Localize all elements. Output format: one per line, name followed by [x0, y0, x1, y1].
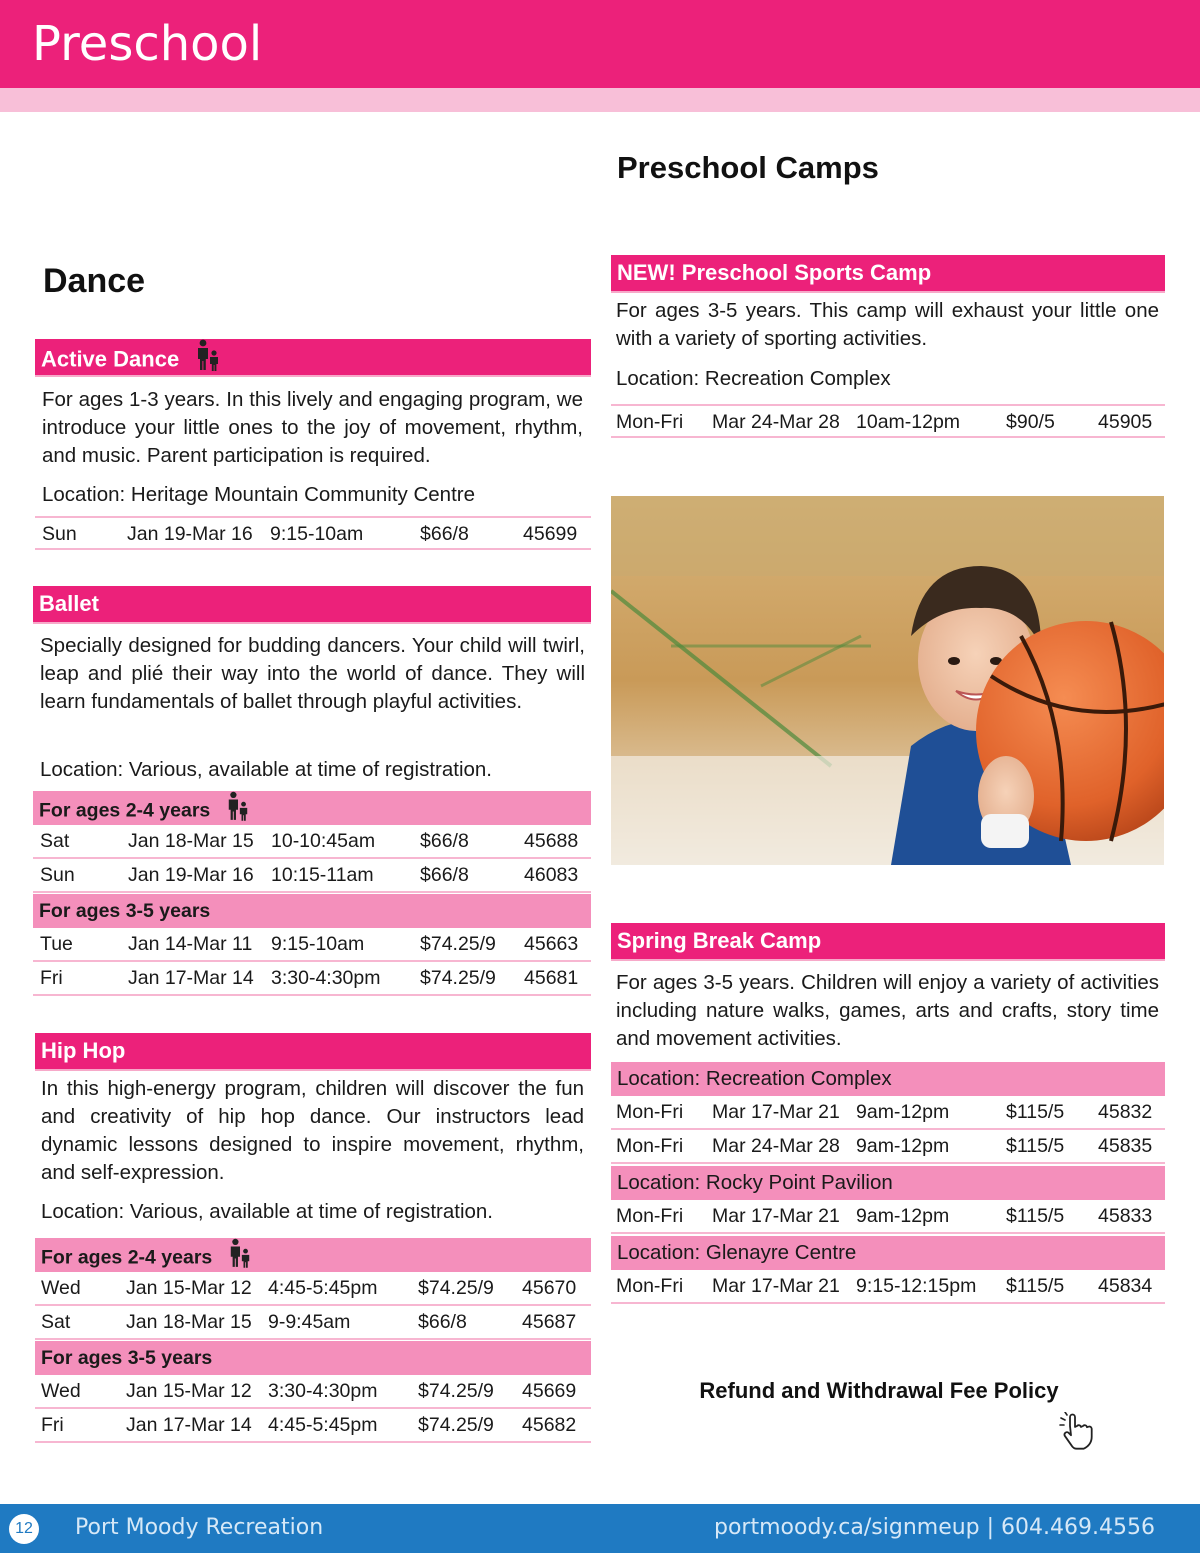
row-dates: Mar 17-Mar 21 — [712, 1101, 840, 1123]
row-fee: $115/5 — [1006, 1101, 1065, 1123]
ballet-description: Specially designed for budding dancers. Your child will twirl, leap and plié their way into the world of dance. They will learn fundamentals of ballet through playful activities. — [40, 634, 585, 713]
row-fee: $74.25/9 — [418, 1414, 494, 1436]
table-row — [33, 859, 591, 893]
header-strip — [0, 88, 1200, 112]
row-day: Sun — [42, 523, 77, 545]
row-time: 4:45-5:45pm — [268, 1277, 378, 1299]
row-fee: $66/8 — [420, 523, 469, 545]
table-row — [33, 928, 591, 962]
spring-camp-title-bar — [611, 923, 1165, 961]
row-dates: Jan 19-Mar 16 — [128, 864, 254, 886]
ballet-location: Location: Various, available at time of registration. — [40, 758, 493, 781]
row-code: 45669 — [522, 1380, 577, 1402]
page-header — [0, 0, 1200, 88]
row-code: 45688 — [524, 830, 579, 852]
row-dates: Mar 17-Mar 21 — [712, 1205, 840, 1227]
row-dates: Jan 17-Mar 14 — [126, 1414, 252, 1436]
row-code: 45834 — [1098, 1275, 1153, 1297]
row-fee: $74.25/9 — [418, 1277, 494, 1299]
spring-location-rocky-point: Location: Rocky Point Pavilion — [611, 1166, 1165, 1200]
row-fee: $115/5 — [1006, 1275, 1065, 1297]
table-row — [33, 962, 591, 996]
row-time: 9am-12pm — [856, 1205, 950, 1227]
row-day: Sat — [41, 1311, 71, 1333]
row-fee: $115/5 — [1006, 1135, 1065, 1157]
row-dates: Jan 18-Mar 15 — [128, 830, 254, 852]
row-time: 9:15-12:15pm — [856, 1275, 977, 1297]
row-day: Fri — [41, 1414, 64, 1436]
age-group-label: For ages 2-4 years — [39, 799, 211, 822]
hiphop-title: Hip Hop — [41, 1038, 126, 1063]
row-time: 3:30-4:30pm — [271, 967, 381, 989]
spring-location-glenayre: Location: Glenayre Centre — [611, 1236, 1165, 1270]
hiphop-title-bar — [35, 1033, 591, 1071]
row-code: 45682 — [522, 1414, 577, 1436]
row-code: 45905 — [1098, 411, 1153, 433]
table-row — [33, 825, 591, 859]
ballet-title: Ballet — [39, 591, 99, 616]
row-time: 10:15-11am — [271, 864, 374, 886]
table-row — [611, 1130, 1165, 1164]
row-code: 45835 — [1098, 1135, 1153, 1157]
row-code: 45699 — [523, 523, 578, 545]
row-day: Tue — [40, 933, 73, 955]
page-footer — [0, 1504, 1200, 1553]
sports-camp-description: For ages 3-5 years. This camp will exhaust your little one with a variety of sporting activities. — [616, 299, 1159, 350]
row-day: Sat — [40, 830, 70, 852]
ballet-age-group-3-5 — [33, 894, 591, 928]
row-code: 46083 — [524, 864, 579, 886]
row-code: 45832 — [1098, 1101, 1153, 1123]
row-time: 4:45-5:45pm — [268, 1414, 378, 1436]
row-fee: $74.25/9 — [420, 967, 496, 989]
sports-camp-location: Location: Recreation Complex — [616, 367, 891, 390]
row-dates: Jan 18-Mar 15 — [126, 1311, 252, 1333]
refund-policy-link[interactable]: Refund and Withdrawal Fee Policy — [699, 1378, 1059, 1403]
row-fee: $66/8 — [420, 830, 469, 852]
row-day: Wed — [41, 1277, 81, 1299]
row-day: Mon-Fri — [616, 1205, 684, 1227]
ballet-title-bar — [33, 586, 591, 624]
row-dates: Mar 24-Mar 28 — [712, 411, 840, 433]
row-code: 45681 — [524, 967, 579, 989]
active-dance-description: For ages 1-3 years. In this lively and engaging program, we introduce your little ones to the joy of movement, rhythm, and music. Parent participation is required. — [42, 388, 583, 467]
table-row — [35, 1272, 591, 1306]
sports-camp-title-bar — [611, 255, 1165, 293]
row-day: Fri — [40, 967, 63, 989]
spring-camp-description: For ages 3-5 years. Children will enjoy a variety of activities including nature walks, games, arts and crafts, story time and movement activities. — [616, 971, 1159, 1050]
row-day: Wed — [41, 1380, 81, 1402]
row-code: 45687 — [522, 1311, 577, 1333]
row-dates: Jan 19-Mar 16 — [127, 523, 253, 545]
row-time: 9am-12pm — [856, 1101, 950, 1123]
page-number: 12 — [9, 1514, 39, 1544]
age-group-label: For ages 2-4 years — [41, 1246, 213, 1269]
footer-org-name: Port Moody Recreation — [75, 1515, 324, 1540]
row-fee: $90/5 — [1006, 411, 1055, 433]
row-fee: $74.25/9 — [420, 933, 496, 955]
row-dates: Mar 24-Mar 28 — [712, 1135, 840, 1157]
child-basketball-photo — [611, 496, 1164, 865]
camps-heading: Preschool Camps — [617, 150, 879, 185]
row-code: 45833 — [1098, 1205, 1153, 1227]
table-row — [611, 1096, 1165, 1130]
row-time: 3:30-4:30pm — [268, 1380, 378, 1402]
row-fee: $115/5 — [1006, 1205, 1065, 1227]
row-time: 9:15-10am — [270, 523, 364, 545]
hiphop-age-group-2-4 — [35, 1238, 591, 1272]
row-time: 9:15-10am — [271, 933, 365, 955]
row-dates: Mar 17-Mar 21 — [712, 1275, 840, 1297]
table-row — [35, 516, 591, 550]
hiphop-location: Location: Various, available at time of registration. — [41, 1200, 494, 1223]
row-dates: Jan 15-Mar 12 — [126, 1277, 252, 1299]
spring-camp-title: Spring Break Camp — [617, 928, 822, 953]
table-row — [35, 1306, 591, 1340]
row-time: 10-10:45am — [271, 830, 376, 852]
row-dates: Jan 14-Mar 11 — [128, 933, 253, 955]
parent-child-icon — [195, 339, 221, 382]
spring-location-recreation-complex: Location: Recreation Complex — [611, 1062, 1165, 1096]
pointer-hand-icon[interactable] — [1058, 1412, 1096, 1455]
row-dates: Jan 17-Mar 14 — [128, 967, 254, 989]
active-dance-location: Location: Heritage Mountain Community Centre — [42, 483, 475, 506]
sports-camp-title: NEW! Preschool Sports Camp — [617, 260, 932, 285]
active-dance-title-bar — [35, 339, 591, 377]
row-fee: $66/8 — [418, 1311, 467, 1333]
row-time: 10am-12pm — [856, 411, 961, 433]
active-dance-title: Active Dance — [41, 346, 180, 372]
row-dates: Jan 15-Mar 12 — [126, 1380, 252, 1402]
table-row — [611, 1200, 1165, 1234]
table-row — [611, 404, 1165, 438]
row-time: 9am-12pm — [856, 1135, 950, 1157]
table-row — [35, 1409, 591, 1443]
row-day: Sun — [40, 864, 75, 886]
age-group-label: For ages 3-5 years — [39, 900, 211, 922]
age-group-label: For ages 3-5 years — [41, 1347, 213, 1369]
page-title: Preschool — [32, 16, 263, 72]
table-row — [35, 1375, 591, 1409]
row-code: 45663 — [524, 933, 579, 955]
row-day: Mon-Fri — [616, 1275, 684, 1297]
row-fee: $74.25/9 — [418, 1380, 494, 1402]
row-time: 9-9:45am — [268, 1311, 351, 1333]
row-fee: $66/8 — [420, 864, 469, 886]
footer-contact[interactable]: portmoody.ca/signmeup | 604.469.4556 — [714, 1515, 1155, 1540]
dance-heading: Dance — [43, 262, 146, 300]
table-row — [611, 1270, 1165, 1304]
row-day: Mon-Fri — [616, 1101, 684, 1123]
row-day: Mon-Fri — [616, 411, 684, 433]
hiphop-age-group-3-5 — [35, 1341, 591, 1375]
row-code: 45670 — [522, 1277, 577, 1299]
hiphop-description: In this high-energy program, children will discover the fun and creativity of hip hop dance. Our instructors lead dynamic lessons designed to inspire movement, rhythm, and self-expression. — [41, 1077, 584, 1184]
row-day: Mon-Fri — [616, 1135, 684, 1157]
ballet-age-group-2-4 — [33, 791, 591, 825]
